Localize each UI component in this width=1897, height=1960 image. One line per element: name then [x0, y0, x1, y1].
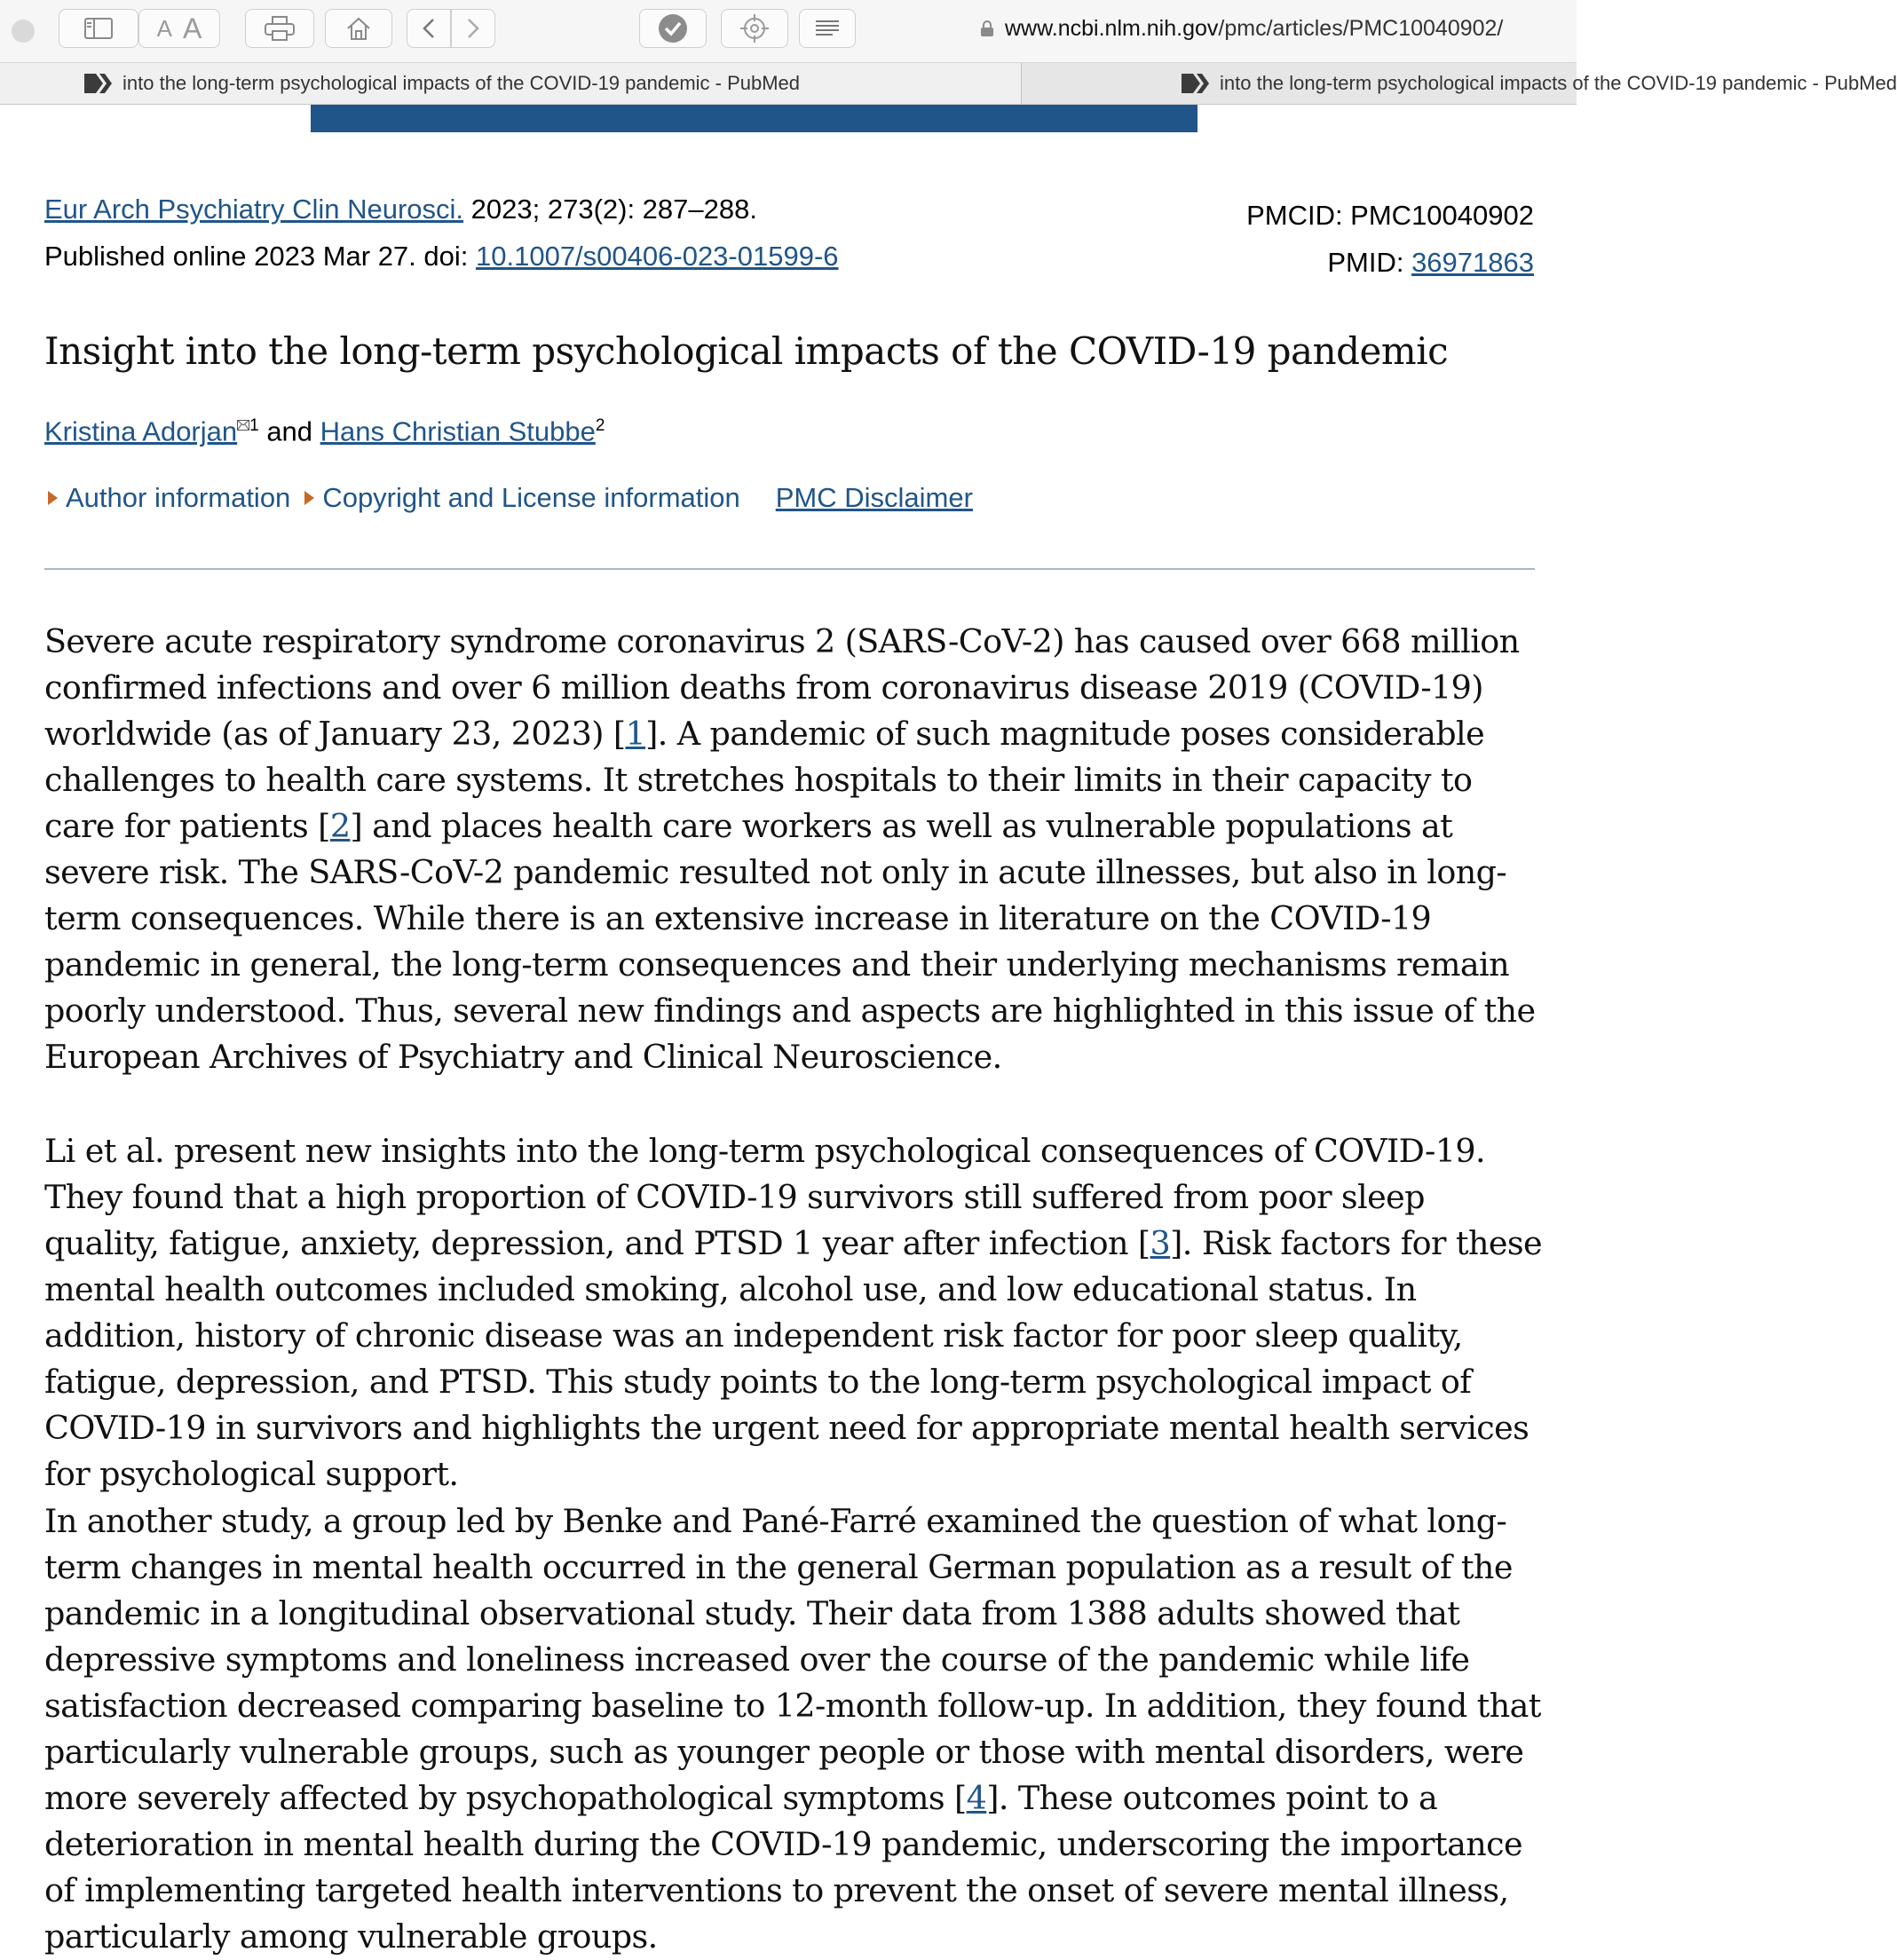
pmid-row: [1246, 239, 1534, 286]
author-link[interactable]: Hans Christian Stubbe: [320, 415, 596, 447]
paragraph-text: ]. Risk factors for these mental health outcomes included smoking, alcohol use, and low educational status. In addition, history of chronic disease was an independent risk factor for poor sleep quality, fatigue, depression, and PTSD. This study points to the long-term psychological impact of COVID-19 in survivors and highlights the urgent need for appropriate mental health services for psychological support.: [44, 1224, 1543, 1493]
site-banner: [311, 105, 1197, 132]
expand-triangle-icon: [304, 491, 314, 505]
printer-icon: [265, 16, 295, 41]
forward-button[interactable]: [451, 9, 495, 48]
doi-link[interactable]: 10.1007/s00406-023-01599-6: [476, 241, 839, 272]
pmc-disclaimer-link[interactable]: PMC Disclaimer: [775, 482, 973, 513]
decrease-text-size-button[interactable]: A: [156, 14, 172, 42]
address-bar[interactable]: [968, 9, 1577, 48]
citation-line: [44, 192, 757, 227]
body-paragraph: [44, 619, 1545, 1080]
window-control-dot[interactable]: [12, 20, 35, 43]
pmcid: PMCID: PMC10040902: [1246, 200, 1534, 231]
checkmark-circle-icon: [658, 13, 688, 43]
body-paragraph: [44, 1128, 1545, 1498]
text-size-buttons: [138, 9, 220, 48]
pmid-link[interactable]: 36971863: [1411, 247, 1534, 278]
home-button[interactable]: [325, 9, 392, 48]
article-ids: [1246, 192, 1534, 286]
email-icon[interactable]: [237, 420, 249, 431]
info-links: [44, 480, 973, 516]
author-list: [44, 407, 605, 451]
paragraph-text: Severe acute respiratory syndrome coronavirus 2 (SARS-CoV-2) has caused over 668 million confirmed infections and over 6 million deaths from coronavirus disease 2019 (COVID-19) worldwide (as of January 23, 2023) [: [44, 622, 1520, 753]
published-text: Published online 2023 Mar 27. doi:: [44, 241, 476, 272]
back-button[interactable]: [407, 9, 451, 48]
tab-title: into the long-term psychological impacts of the COVID-19 pandemic - PubMed: [1220, 72, 1897, 94]
tab-bar: [0, 63, 1897, 105]
pubmed-favicon-icon: [83, 72, 114, 95]
author-separator: and: [258, 415, 320, 447]
published-line: [44, 239, 839, 274]
author-information-toggle[interactable]: Author information: [66, 482, 291, 513]
paragraph-text: ]. A pandemic of such magnitude poses considerable challenges to health care systems. It stretches hospitals to their limits in their capacity to care for patients [: [44, 715, 1485, 845]
copyright-license-toggle[interactable]: Copyright and License information: [322, 482, 740, 513]
article-title: Insight into the long-term psychological impacts of the COVID-19 pandemic: [44, 329, 1449, 373]
reference-link[interactable]: 2: [329, 807, 351, 845]
browser-toolbar: [0, 0, 1577, 63]
url-path: /pmc/articles/PMC10040902/: [1218, 15, 1504, 41]
paragraph-text: ]. These outcomes point to a deterioration in mental health during the COVID-19 pandemic, underscoring the importance of implementing targeted health interventions to prevent the onset of severe mental illness, particularly among vulnerable groups.: [44, 1779, 1522, 1956]
reference-link[interactable]: 3: [1150, 1224, 1171, 1262]
paragraph-text: Li et al. present new insights into the long-term psychological consequences of COVID-19. They found that a high proportion of COVID-19 survivors still suffered from poor sleep quality, fatigue, anxiety, depression, and PTSD 1 year after infection [: [44, 1132, 1485, 1262]
url-host: www.ncbi.nlm.nih.gov: [1005, 15, 1219, 41]
journal-link[interactable]: Eur Arch Psychiatry Clin Neurosci.: [44, 194, 464, 225]
expand-triangle-icon: [48, 491, 58, 505]
print-button[interactable]: [245, 9, 314, 48]
chevron-right-icon: [467, 18, 479, 39]
crosshair-icon: [739, 13, 770, 43]
tab-pubmed-active[interactable]: [0, 63, 1022, 104]
extension-check-button[interactable]: [639, 9, 707, 48]
divider: [44, 568, 1535, 570]
affiliation-sup: 1: [249, 416, 259, 435]
sidebar-icon: [84, 18, 113, 39]
sidebar-toggle-button[interactable]: [59, 9, 138, 48]
url-text: [1005, 16, 1503, 42]
paragraph-text: In another study, a group led by Benke and Pané-Farré examined the question of what long-term changes in mental health occurred in the general German population as a result of the pandemic in a longitudinal observational study. Their data from 1388 adults showed that depressive symptoms and loneliness increased over the course of the pandemic while life satisfaction decreased comparing baseline to 12-month follow-up. In addition, they found that particularly vulnerable groups, such as younger people or those with mental disorders, were more severely affected by psychopathological symptoms [: [44, 1502, 1541, 1817]
reader-lines-icon: [815, 20, 840, 37]
reference-link[interactable]: 4: [966, 1779, 987, 1817]
pmid-label: PMID:: [1327, 247, 1412, 278]
author-link[interactable]: Kristina Adorjan: [44, 415, 238, 447]
lock-icon: [980, 20, 994, 37]
affiliation-sup: 2: [595, 416, 605, 435]
pubmed-favicon-icon: [1181, 72, 1211, 95]
increase-text-size-button[interactable]: A: [183, 12, 202, 44]
chevron-left-icon: [423, 18, 435, 39]
body-paragraph: [44, 1498, 1545, 1960]
home-icon: [345, 16, 372, 41]
volume-info: 2023; 273(2): 287–288.: [463, 194, 757, 225]
paragraph-text: ] and places health care workers as well as vulnerable populations at severe risk. The SARS-CoV-2 pandemic resulted not only in acute illnesses, but also in long-term consequences. While there is an extensive increase in literature on the COVID-19 pandemic in general, the long-term consequences and their underlying mechanisms remain poorly understood. Thus, several new findings and aspects are highlighted in this issue of the European Archives of Psychiatry and Clinical Neuroscience.: [44, 807, 1536, 1076]
reader-view-button[interactable]: [799, 9, 856, 48]
extension-tracker-button[interactable]: [721, 9, 788, 48]
reference-link[interactable]: 1: [625, 715, 646, 753]
tab-pubmed-inactive[interactable]: [1023, 63, 1897, 104]
tab-title: into the long-term psychological impacts of the COVID-19 pandemic - PubMed: [123, 72, 801, 94]
